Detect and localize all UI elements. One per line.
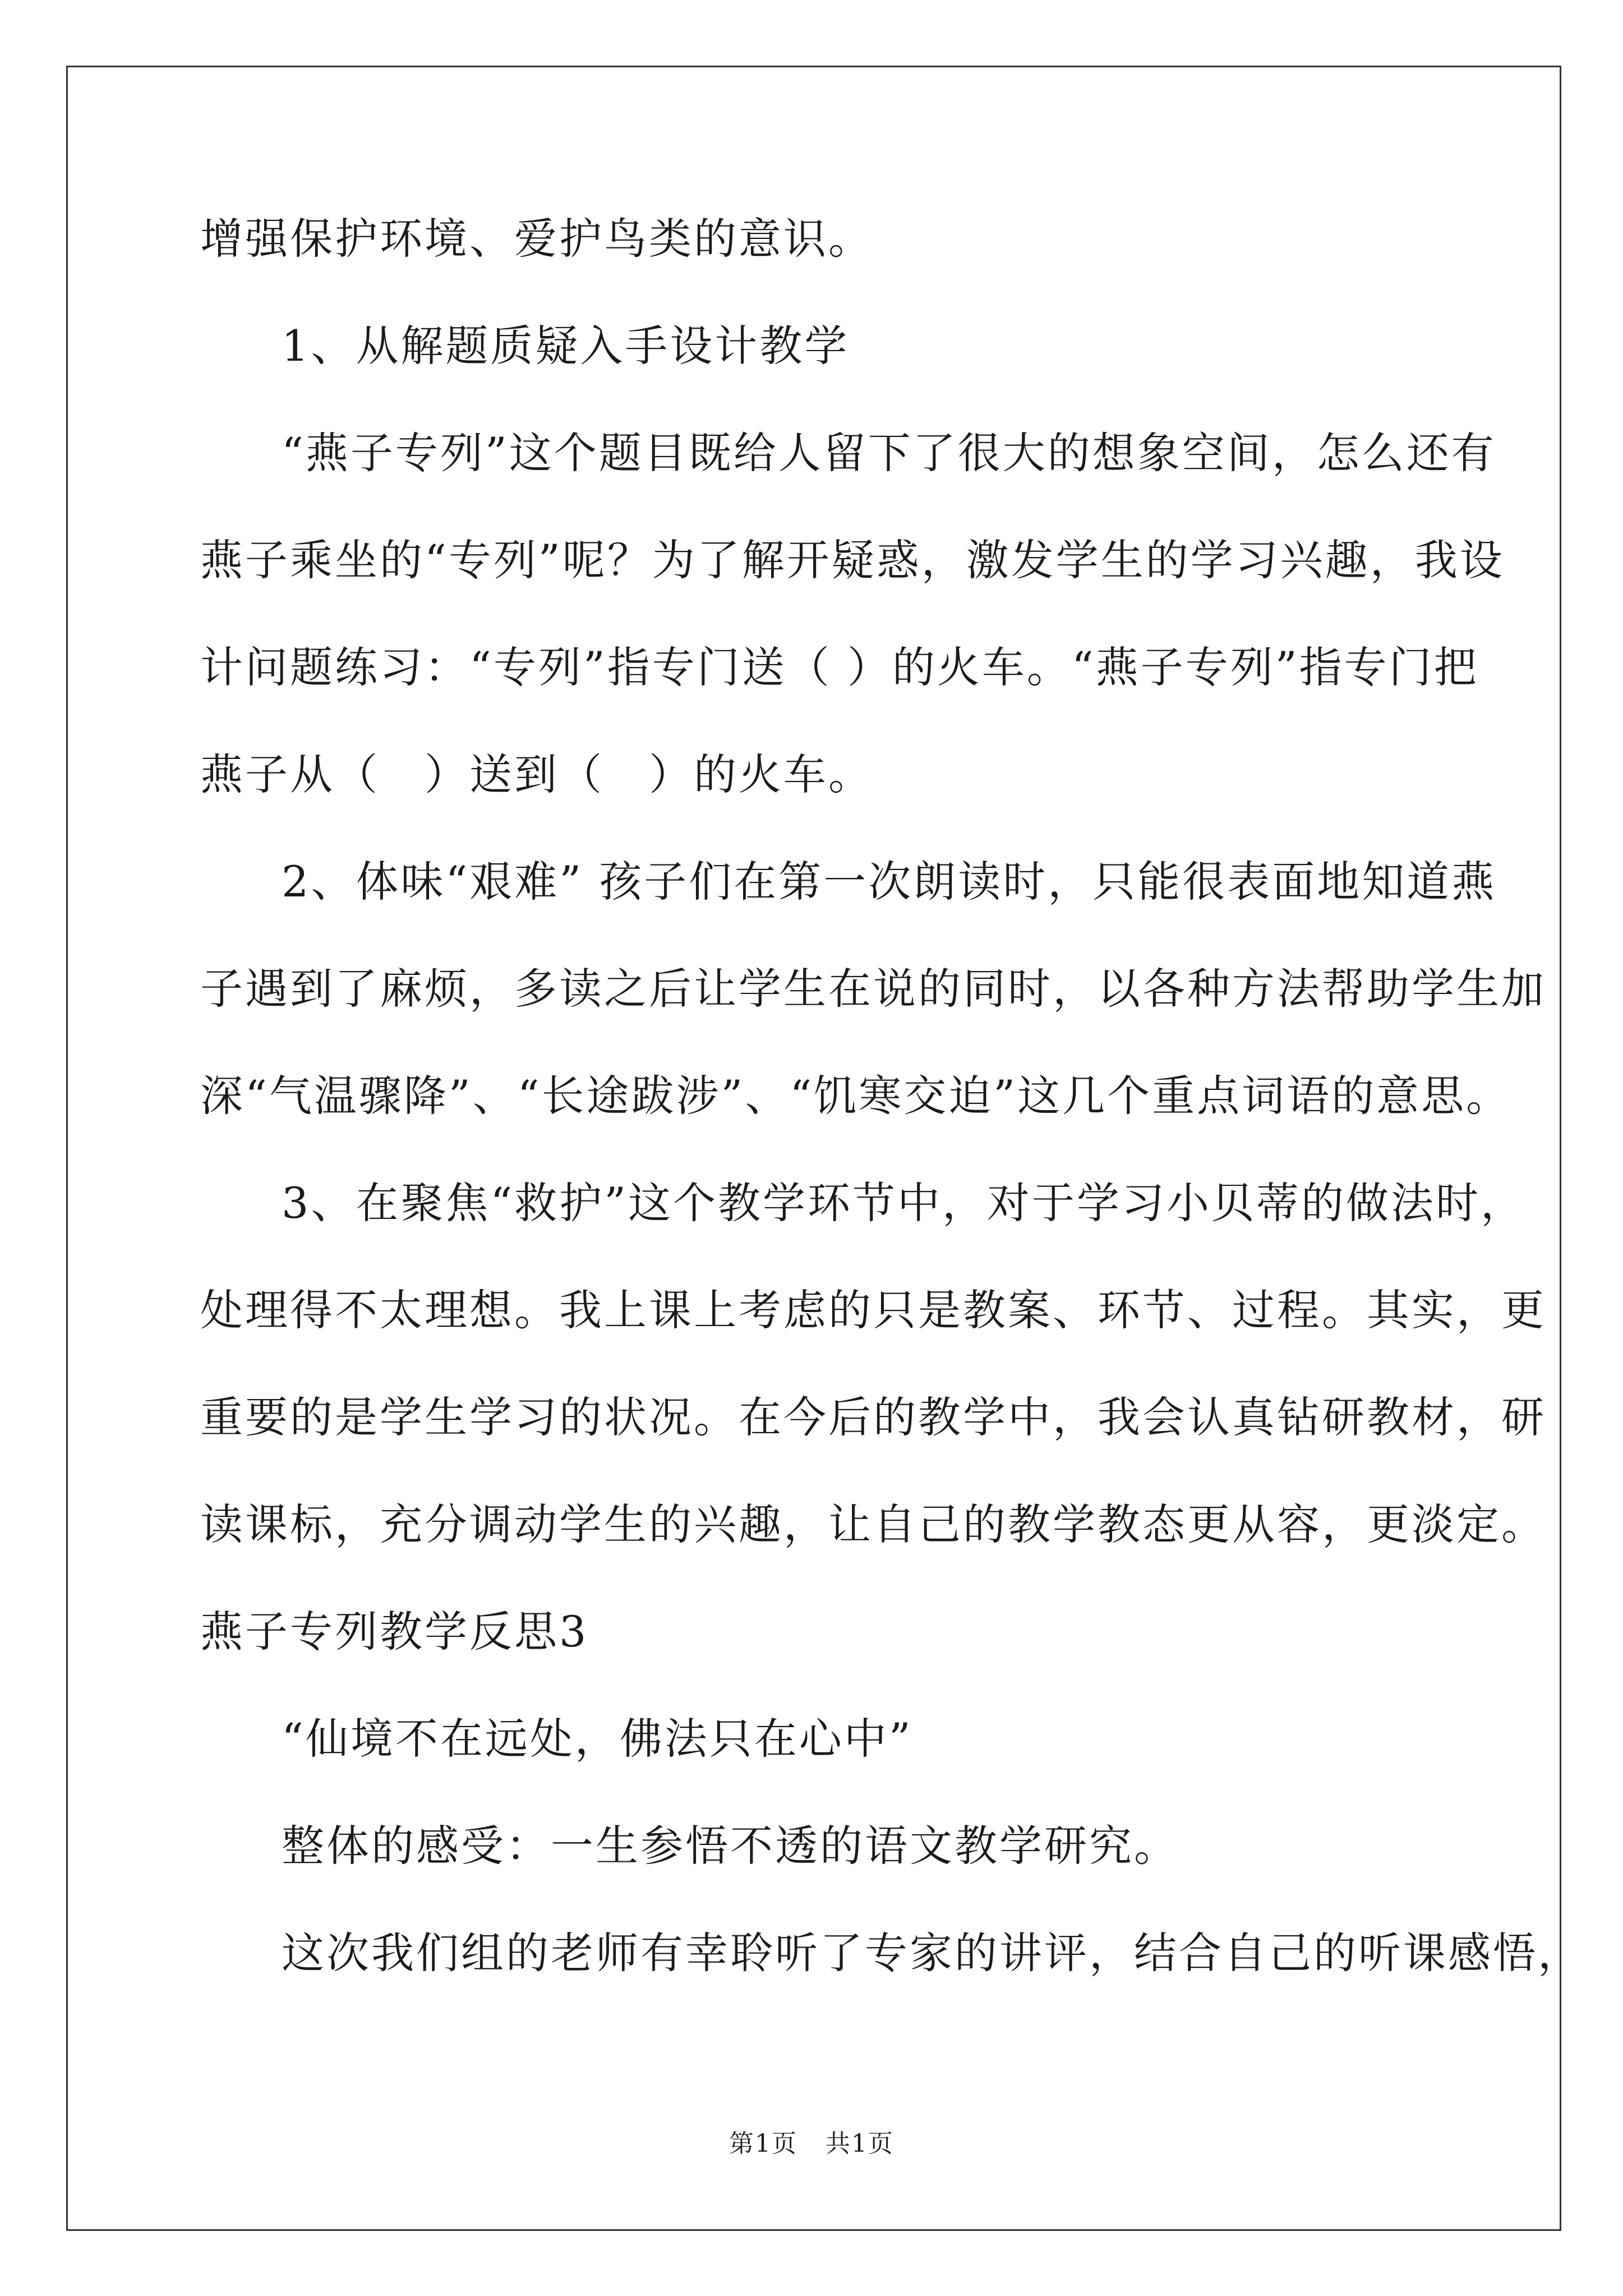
text-line: 读课标，充分调动学生的兴趣，让自己的教学教态更从容，更淡定。 <box>200 1499 1546 1549</box>
text-line: 燕子乘坐的“专列”呢？为了解开疑惑，激发学生的学习兴趣，我设 <box>200 535 1505 585</box>
text-line: 3、在聚焦“救护”这个教学环节中，对于学习小贝蒂的做法时， <box>282 1178 1526 1228</box>
page-total: 共1页 <box>826 2129 894 2158</box>
text-line: 整体的感受：一生参悟不透的语文教学研究。 <box>282 1821 1179 1871</box>
text-line: 2、体味“艰难” 孩子们在第一次朗读时，只能很表面地知道燕 <box>282 857 1497 907</box>
text-line: 计问题练习：“专列”指专门送（ ）的火车。“燕子专列”指专门把 <box>200 642 1479 692</box>
text-line: “仙境不在远处，佛法只在心中” <box>282 1714 913 1764</box>
text-line: “燕子专列”这个题目既给人留下了很大的想象空间，怎么还有 <box>282 428 1496 478</box>
section-heading: 燕子专列教学反思3 <box>200 1607 589 1657</box>
page-number: 第1页 <box>729 2129 797 2158</box>
text-line: 增强保护环境、爱护鸟类的意识。 <box>200 214 873 264</box>
document-body <box>200 185 1583 2007</box>
text-line: 深“气温骤降”、“长途跋涉”、“饥寒交迫”这几个重点词语的意思。 <box>200 1071 1511 1121</box>
text-line: 这次我们组的老师有幸聆听了专家的讲评，结合自己的听课感悟， <box>282 1928 1583 1978</box>
text-line: 重要的是学生学习的状况。在今后的教学中，我会认真钻研教材，研 <box>200 1392 1546 1442</box>
text-line: 1、从解题质疑入手设计教学 <box>282 321 850 371</box>
text-line: 处理得不太理想。我上课上考虑的只是教案、环节、过程。其实，更 <box>200 1285 1546 1335</box>
text-line: 子遇到了麻烦，多读之后让学生在说的同时，以各种方法帮助学生加 <box>200 964 1546 1014</box>
page-footer <box>0 2127 1623 2161</box>
text-line: 燕子从（ ）送到（ ）的火车。 <box>200 749 873 799</box>
